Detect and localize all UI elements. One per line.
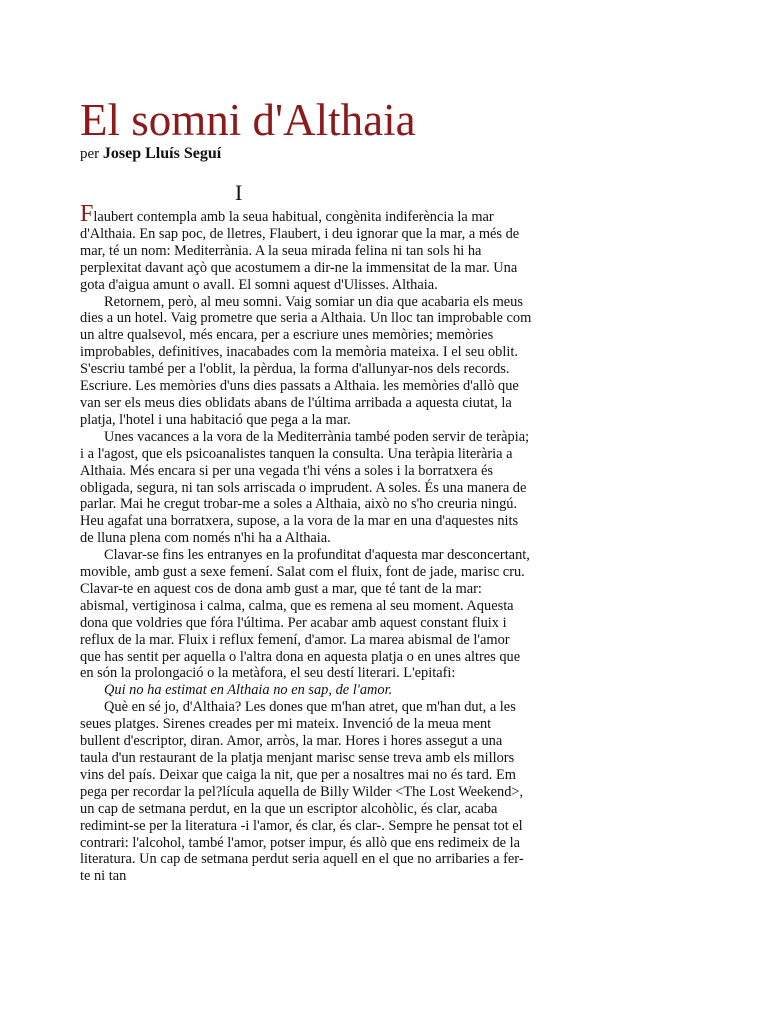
- body-text: [80, 201, 532, 885]
- epitaph-quote: Qui no ha estimat en Althaia no en sap, de l'amor.: [104, 682, 393, 699]
- author-name: Josep Lluís Seguí: [102, 145, 222, 162]
- paragraph-5: Què en sé jo, d'Althaia? Les dones que m'han atret, que m'han dut, a les seues platges. Sirenes creades per mi mateix. Invenció de la meua ment bullent d'escriptor, diran. Amor, arròs, la mar. Hores i hores assegut a una taula d'un restaurant de la platja menjant marisc sense treva amb els millors vins del país. Deixar que caiga la nit, que per a nosaltres mai no és tard. Em pega per recordar la pel?lícula aquella de Billy Wilder <The Lost Weekend>, un cap de setmana perdut, en la que un escriptor alcohòlic, és clar, acaba redimint-se per la literatura -i l'amor, és clar, és clar-. Sempre he pensat tot el contrari: l'alcohol, també l'amor, potser impur, és allò que ens redimeix de la literatura. Un cap de setmana perdut seria aquell en el que no arribaries a fer-te ni tan: [80, 699, 524, 885]
- chapter-heading: I: [235, 180, 243, 205]
- paragraph-3: Unes vacances a la vora de la Mediterrània també poden servir de teràpia; i a l'agost, que els psicoanalistes tanquen la consulta. Una teràpia literària a Althaia. Més encara si per una vegada t'hi véns a soles i la borratxera és obligada, segura, ni tan sols arriscada o imprudent. A soles. És una manera de parlar. Mai he cregut trobar-me a soles a Althaia, això no s'ho creuria ningú. Heu agafat una borratxera, supose, a la vora de la mar en una d'aquestes nits de lluna plena com només n'hi ha a Althaia.: [80, 428, 530, 547]
- paragraph-2: Retornem, però, al meu somni. Vaig somiar un dia que acabaria els meus dies a un hotel. Vaig prometre que seria a Althaia. Un lloc tan improbable com un altre qualsevol, més encara, per a escriure unes memòries; memòries improbables, definitives, inacabades com la memòria mateixa. I el seu oblit. S'escriu també per a l'oblit, la pèrdua, la forma d'allunyar-nos dels records. Escriure. Les memòries d'uns dies passats a Althaia. les memòries d'allò que van ser els meus dies oblidats abans de l'última arribada a aquesta ciutat, la platja, l'hotel i una habitació que pega a la mar.: [80, 293, 532, 428]
- paragraph-1-text: laubert contempla amb la seua habitual, congènita indiferència la mar d'Althaia. En sap poc, de lletres, Flaubert, i deu ignorar que la mar, a més de mar, té un nom: Mediterrània. A la seua mirada felina ni tan sols hi ha perplexitat davant açò que acostumem a dir-ne la immensitat de la mar. Una gota d'aigua amunt o avall. El somni aquest d'Ulisses. Althaia.: [80, 209, 520, 293]
- paragraph-4: Clavar-se fins les entranyes en la profunditat d'aquesta mar desconcertant, movible, amb gust a sexe femení. Salat com el fluix, font de jade, marisc cru. Clavar-te en aquest cos de dona amb gust a mar, que té tant de la mar: abismal, vertiginosa i calma, calma, que es remena al seu moment. Aquesta dona que voldries que fóra l'última. Per acabar amb aquest constant fluix i reflux de la mar. Fluix i reflux femení, d'amor. La marea abismal de l'amor que has sentit per aquella o l'altra dona en aquesta platja o en unes altres que en són la prolongació o la metàfora, el seu destí literari. L'epitafi:: [80, 547, 530, 682]
- document-title: El somni d'Althaia: [80, 95, 416, 145]
- byline-prefix: per: [80, 146, 100, 162]
- byline: [80, 144, 221, 164]
- paragraph-1: [80, 201, 532, 294]
- drop-cap-letter: F: [80, 201, 94, 227]
